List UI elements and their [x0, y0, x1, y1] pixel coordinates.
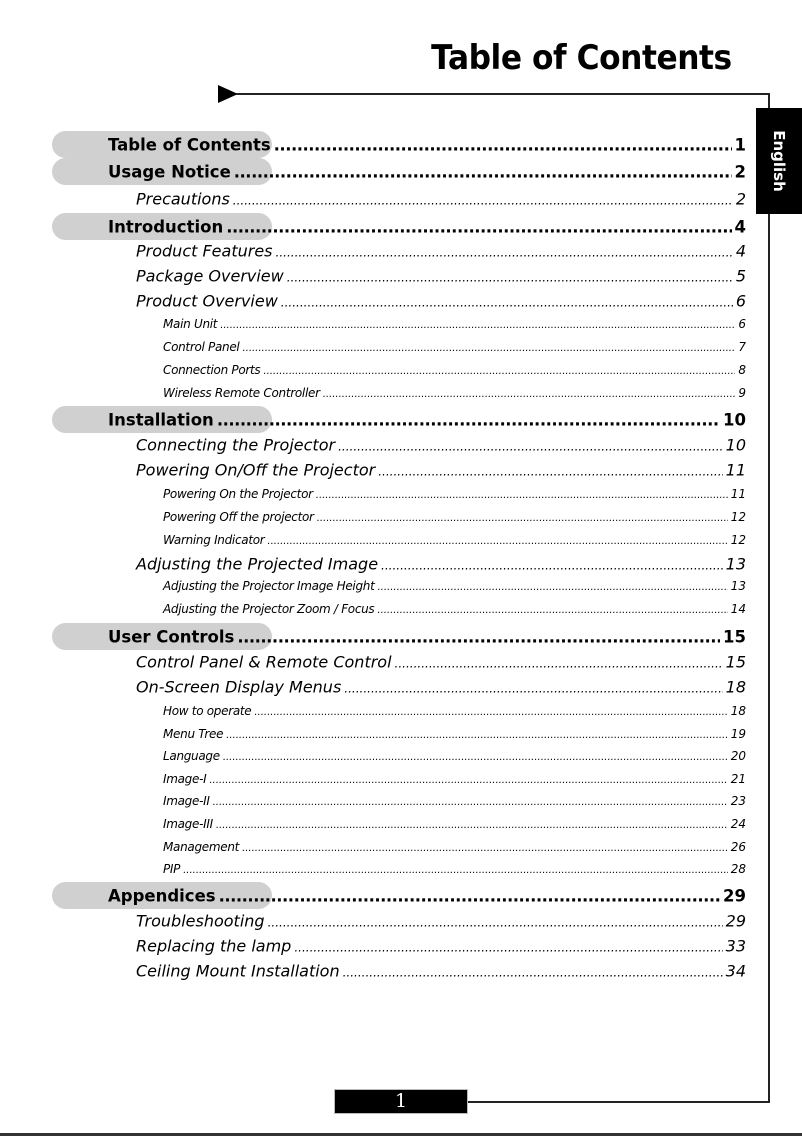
dot-leader [274, 136, 732, 155]
toc-entry-page: 15 [725, 652, 746, 672]
toc-entry[interactable] [136, 937, 746, 956]
toc-entry[interactable] [136, 292, 746, 311]
toc-entry-page: 13 [725, 554, 746, 574]
toc-entry[interactable] [108, 628, 746, 647]
toc-entry[interactable] [163, 602, 746, 616]
dot-leader [219, 887, 720, 906]
dot-leader [183, 865, 728, 876]
toc-entry-page: 2 [734, 162, 746, 182]
toc-entry[interactable] [136, 436, 746, 455]
dot-leader [338, 440, 723, 454]
toc-entry-page: 4 [734, 217, 746, 237]
toc-entry-page: 15 [723, 627, 746, 647]
toc-entry-label: Powering On the Projector [163, 487, 313, 501]
dot-leader [209, 775, 727, 786]
top-rule [236, 93, 769, 95]
dot-leader [267, 536, 727, 547]
toc-entry[interactable] [108, 163, 746, 182]
toc-entry-label: PIP [163, 862, 181, 876]
toc-entry-label: Image-I [163, 772, 207, 786]
arrow-right-icon [218, 85, 238, 103]
toc-entry-label: Adjusting the Projector Image Height [163, 579, 375, 593]
toc-entry-label: Replacing the lamp [136, 936, 292, 956]
dot-leader [276, 246, 733, 260]
toc-entry-page: 13 [730, 579, 746, 593]
toc-entry-label: Adjusting the Projected Image [136, 554, 379, 574]
toc-entry-label: On-Screen Display Menus [136, 677, 342, 697]
toc-entry[interactable] [163, 533, 746, 547]
bottom-rule [468, 1101, 770, 1103]
toc-entry-label: Menu Tree [163, 727, 224, 741]
dot-leader [395, 657, 723, 671]
toc-entry-label: Introduction [108, 217, 224, 237]
toc-entry-page: 18 [725, 677, 746, 697]
dot-leader [317, 513, 728, 524]
dot-leader [294, 941, 722, 955]
toc-entry[interactable] [108, 887, 746, 906]
dot-leader [220, 320, 735, 331]
toc-entry-label: User Controls [108, 627, 235, 647]
toc-entry-label: Powering Off the projector [163, 510, 314, 524]
dot-leader [216, 820, 728, 831]
toc-entry-page: 4 [735, 241, 746, 261]
toc-entry-label: Appendices [108, 886, 216, 906]
dot-leader [381, 559, 723, 573]
dot-leader [263, 366, 735, 377]
dot-leader [344, 682, 722, 696]
dot-leader [377, 605, 727, 616]
page-number: 1 [334, 1089, 468, 1114]
toc-entry-label: Usage Notice [108, 162, 231, 182]
toc-entry-page: 24 [730, 817, 746, 831]
toc-entry-label: Wireless Remote Controller [163, 386, 320, 400]
toc-entry[interactable] [163, 749, 746, 763]
toc-entry-label: Management [163, 840, 240, 854]
toc-entry-label: Adjusting the Projector Zoom / Focus [163, 602, 375, 616]
language-label: English [770, 130, 788, 192]
toc-entry-page: 2 [735, 189, 746, 209]
toc-entry-label: Image-II [163, 794, 210, 808]
toc-entry[interactable] [136, 267, 746, 286]
toc-entry[interactable] [136, 653, 746, 672]
toc-entry-page: 26 [730, 840, 746, 854]
toc-entry-page: 19 [730, 727, 746, 741]
toc-entry-label: Troubleshooting [136, 911, 265, 931]
toc-entry-label: Ceiling Mount Installation [136, 961, 340, 981]
dot-leader [287, 271, 733, 285]
page-title: Table of Contents [431, 38, 732, 78]
toc-entry-label: Image-III [163, 817, 213, 831]
dot-leader [213, 797, 728, 808]
toc-entry-label: Precautions [136, 189, 230, 209]
toc-entry-page: 6 [735, 291, 746, 311]
toc-entry-page: 18 [730, 704, 746, 718]
dot-leader [234, 163, 732, 182]
toc-entry-page: 21 [730, 772, 746, 786]
toc-entry[interactable] [163, 363, 746, 377]
toc-entry[interactable] [136, 242, 746, 261]
toc-entry[interactable] [163, 817, 746, 831]
dot-leader [316, 490, 728, 501]
toc-entry-page: 20 [730, 749, 746, 763]
toc-entry-label: Table of Contents [108, 135, 271, 155]
dot-leader [226, 730, 728, 741]
toc-entry[interactable] [163, 579, 746, 593]
toc-entry-page: 6 [738, 317, 746, 331]
dot-leader [242, 843, 728, 854]
toc-entry[interactable] [163, 386, 746, 400]
toc-entry[interactable] [136, 461, 746, 480]
toc-entry[interactable] [163, 487, 746, 501]
dot-leader [217, 411, 720, 430]
toc-entry-label: Product Overview [136, 291, 278, 311]
dot-leader [323, 389, 736, 400]
toc-entry-page: 1 [734, 135, 746, 155]
dot-leader [223, 752, 728, 763]
toc-entry-label: Connecting the Projector [136, 435, 336, 455]
dot-leader [378, 582, 728, 593]
toc-entry[interactable] [136, 555, 746, 574]
dot-leader [378, 465, 722, 479]
toc-entry-page: 11 [725, 460, 746, 480]
toc-entry[interactable] [108, 411, 746, 430]
toc-entry-page: 34 [725, 961, 746, 981]
toc-entry-label: Language [163, 749, 220, 763]
toc-entry-page: 11 [730, 487, 746, 501]
toc-entry-page: 10 [723, 410, 746, 430]
toc-entry[interactable] [136, 678, 746, 697]
toc-entry-page: 9 [738, 386, 746, 400]
dot-leader [242, 343, 735, 354]
dot-leader [226, 218, 731, 237]
toc-entry[interactable] [163, 317, 746, 331]
toc-entry[interactable] [136, 912, 746, 931]
toc-entry[interactable] [163, 340, 746, 354]
dot-leader [237, 628, 720, 647]
language-tab [756, 108, 802, 214]
toc-entry[interactable] [163, 794, 746, 808]
toc-entry-page: 10 [725, 435, 746, 455]
toc-entry-label: Warning Indicator [163, 533, 265, 547]
toc-entry[interactable] [163, 704, 746, 718]
toc-entry-page: 29 [723, 886, 746, 906]
toc-entry[interactable] [163, 840, 746, 854]
toc-entry-page: 14 [730, 602, 746, 616]
toc-entry[interactable] [163, 510, 746, 524]
toc-entry-page: 5 [735, 266, 746, 286]
toc-entry-label: Control Panel & Remote Control [136, 652, 392, 672]
toc-entry-label: Connection Ports [163, 363, 261, 377]
toc-entry[interactable] [136, 962, 746, 981]
toc-entry-page: 33 [725, 936, 746, 956]
toc-entry[interactable] [108, 218, 746, 237]
toc-entry-label: How to operate [163, 704, 252, 718]
toc-entry-label: Package Overview [136, 266, 284, 286]
toc-entry-page: 8 [738, 363, 746, 377]
toc-entry-label: Product Features [136, 241, 273, 261]
toc-entry[interactable] [163, 727, 746, 741]
toc-entry-page: 12 [730, 533, 746, 547]
toc-entry-page: 28 [730, 862, 746, 876]
dot-leader [343, 966, 723, 980]
toc-entry-label: Control Panel [163, 340, 240, 354]
toc-entry-label: Installation [108, 410, 214, 430]
toc-entry[interactable] [136, 190, 746, 209]
toc-entry[interactable] [108, 136, 746, 155]
right-rule [768, 93, 770, 1103]
dot-leader [254, 707, 727, 718]
toc-entry-page: 29 [725, 911, 746, 931]
toc-entry-page: 23 [730, 794, 746, 808]
dot-leader [268, 916, 723, 930]
toc-entry-page: 12 [730, 510, 746, 524]
dot-leader [233, 194, 733, 208]
toc-entry[interactable] [163, 862, 746, 876]
toc-entry-label: Main Unit [163, 317, 218, 331]
toc-entry[interactable] [163, 772, 746, 786]
toc-entry-page: 7 [738, 340, 746, 354]
toc-entry-label: Powering On/Off the Projector [136, 460, 376, 480]
dot-leader [281, 296, 733, 310]
